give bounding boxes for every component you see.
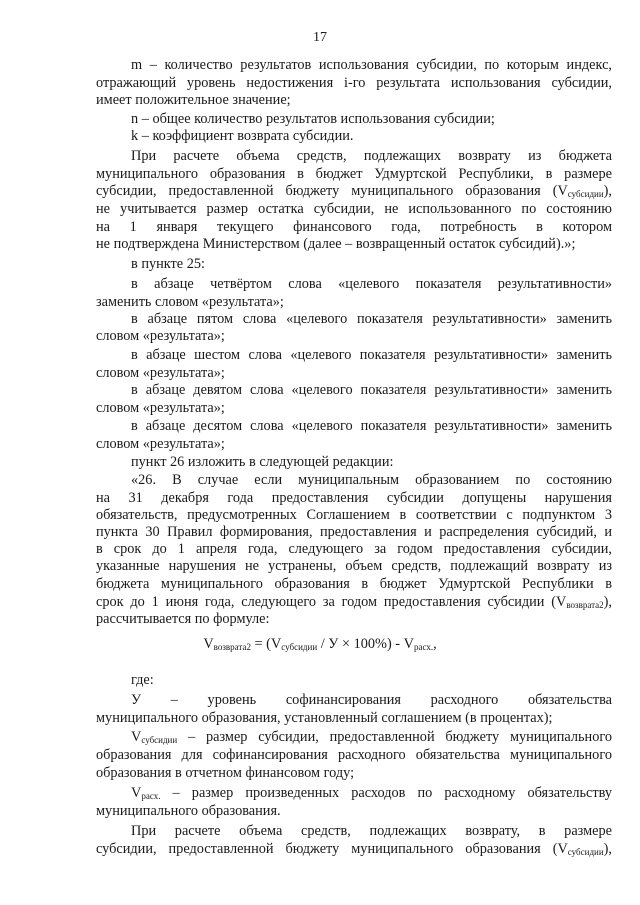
text-line-subscript: субсидии bbox=[141, 735, 178, 745]
text-line bbox=[131, 57, 612, 74]
formula bbox=[0, 636, 640, 653]
text-line-main: отражающий уровень недостижения i-го результата использования субсидии, bbox=[96, 75, 612, 91]
text-line-tail: – размер субсидии, предоставленной бюджету муниципального bbox=[177, 729, 612, 745]
text-line-main: «26. В случае если муниципальным образованием по состоянию bbox=[131, 472, 612, 488]
text-line bbox=[131, 672, 612, 689]
text-line bbox=[96, 841, 612, 858]
text-line bbox=[131, 111, 612, 128]
text-line bbox=[96, 747, 612, 764]
text-line-subscript: субсидии bbox=[567, 847, 604, 857]
text-line bbox=[131, 148, 612, 165]
text-line-main: срок до 1 июня года, следующего за годом предоставления субсидии (V bbox=[96, 594, 567, 610]
text-line bbox=[131, 256, 612, 273]
text-line bbox=[96, 166, 612, 183]
text-line bbox=[96, 558, 612, 575]
text-line-main: словом «результата»; bbox=[96, 400, 225, 416]
text-line-main: указанные нарушения не устранены, объем средств, подлежащий возврату из bbox=[96, 558, 612, 574]
formula-text: / У × 100%) - V bbox=[317, 636, 414, 652]
text-line bbox=[96, 294, 612, 311]
text-line bbox=[131, 472, 612, 489]
text-line bbox=[96, 92, 612, 109]
text-line-main: V bbox=[131, 785, 142, 801]
text-line bbox=[131, 311, 612, 328]
text-line-main: заменить словом «результата»; bbox=[96, 294, 284, 310]
text-line bbox=[131, 347, 612, 364]
text-line-main: словом «результата»; bbox=[96, 436, 225, 452]
text-line-main: в пункте 25: bbox=[131, 256, 205, 272]
text-line-main: в абзаце десятом слова «целевого показателя результативности» заменить bbox=[131, 418, 612, 434]
text-line-main: на 1 января текущего финансового года, потребность в котором bbox=[96, 219, 612, 235]
text-line-main: пункт 26 изложить в следующей редакции: bbox=[131, 454, 394, 470]
text-line bbox=[131, 823, 612, 840]
formula-text: V bbox=[203, 636, 214, 652]
text-line bbox=[131, 785, 612, 802]
text-line-main: пункта 30 Правил формирования, предоставления и распределения субсидий, и bbox=[96, 524, 612, 540]
text-line bbox=[96, 541, 612, 558]
text-line bbox=[96, 328, 612, 345]
text-line-main: При расчете объема средств, подлежащих возврату из бюджета bbox=[131, 148, 612, 164]
formula-subscript: возврата2 bbox=[213, 642, 251, 652]
text-line bbox=[96, 765, 612, 782]
text-line bbox=[96, 236, 612, 253]
formula-text: = (V bbox=[250, 636, 282, 652]
text-line-main: субсидии, предоставленной бюджету муниципального образования (V bbox=[96, 841, 568, 857]
text-line-main: не учитывается размер остатка субсидии, не использованного по состоянию bbox=[96, 201, 612, 217]
page-number: 17 bbox=[313, 30, 327, 45]
text-line bbox=[96, 803, 612, 820]
text-line-main: образования в отчетном финансовом году; bbox=[96, 765, 355, 781]
text-line bbox=[96, 490, 612, 507]
text-line-main: рассчитывается по формуле: bbox=[96, 611, 270, 627]
text-line-tail: ), bbox=[603, 841, 612, 857]
text-line bbox=[96, 365, 612, 382]
text-line-main: m – количество результатов использования субсидии, по которым индекс, bbox=[131, 57, 612, 73]
text-line-main: словом «результата»; bbox=[96, 328, 225, 344]
text-line-main: где: bbox=[131, 672, 154, 688]
text-line-main: При расчете объема средств, подлежащих возврату, в размере bbox=[131, 823, 612, 839]
text-line-main: в абзаце четвёртом слова «целевого показателя результативности» bbox=[131, 276, 612, 292]
text-line bbox=[96, 507, 612, 524]
text-line-main: образования для софинансирования расходного обязательства муниципального bbox=[96, 747, 612, 763]
text-line bbox=[131, 454, 612, 471]
text-line-main: словом «результата»; bbox=[96, 365, 225, 381]
text-line bbox=[96, 594, 612, 611]
text-line bbox=[96, 201, 612, 218]
text-line-main: V bbox=[131, 729, 142, 745]
text-line bbox=[96, 400, 612, 417]
text-line-main: в абзаце шестом слова «целевого показателя результативности» заменить bbox=[131, 347, 612, 363]
text-line-main: на 31 декабря года предоставления субсидии допущены нарушения bbox=[96, 490, 612, 506]
formula-subscript: субсидии bbox=[281, 642, 318, 652]
text-line bbox=[131, 418, 612, 435]
text-line-main: муниципального образования, установленный соглашением (в процентах); bbox=[96, 710, 553, 726]
text-line bbox=[96, 183, 612, 200]
text-line-main: бюджета муниципального образования в бюджет Удмуртской Республики в bbox=[96, 576, 612, 592]
text-line bbox=[96, 576, 612, 593]
text-line bbox=[131, 729, 612, 746]
text-line bbox=[96, 219, 612, 236]
text-line-main: k – коэффициент возврата субсидии. bbox=[131, 128, 354, 144]
formula-subscript: расх. bbox=[413, 642, 434, 652]
text-line bbox=[131, 382, 612, 399]
formula-text: , bbox=[433, 636, 437, 652]
text-line-main: n – общее количество результатов использования субсидии; bbox=[131, 111, 495, 127]
text-line-main: в абзаце девятом слова «целевого показателя результативности» заменить bbox=[131, 382, 612, 398]
text-line-main: обязательств, предусмотренных Соглашением в соответствии с подпунктом 3 bbox=[96, 507, 612, 523]
text-line-main: муниципального образования в бюджет Удмуртской Республики, в размере bbox=[96, 166, 612, 182]
text-line-main: У – уровень софинансирования расходного обязательства bbox=[131, 692, 612, 708]
text-line bbox=[96, 611, 612, 628]
text-line-main: не подтверждена Министерством (далее – возвращенный остаток субсидий).»; bbox=[96, 236, 576, 252]
text-line bbox=[131, 128, 612, 145]
text-line bbox=[96, 524, 612, 541]
text-line-main: в срок до 1 апреля года, следующего за годом предоставления субсидии, bbox=[96, 541, 612, 557]
text-line-tail: ), bbox=[603, 594, 612, 610]
text-line bbox=[131, 692, 612, 709]
text-line bbox=[96, 436, 612, 453]
text-line-main: субсидии, предоставленной бюджету муниципального образования (V bbox=[96, 183, 568, 199]
text-line-subscript: возврата2 bbox=[566, 600, 604, 610]
text-line bbox=[131, 276, 612, 293]
text-line-subscript: субсидии bbox=[567, 189, 604, 199]
text-line-tail: – размер произведенных расходов по расходному обязательству bbox=[160, 785, 612, 801]
text-line-main: имеет положительное значение; bbox=[96, 92, 291, 108]
text-line-main: муниципального образования. bbox=[96, 803, 281, 819]
text-line-subscript: расх. bbox=[141, 791, 161, 801]
text-line-main: в абзаце пятом слова «целевого показателя результативности» заменить bbox=[131, 311, 612, 327]
text-line bbox=[96, 75, 612, 92]
text-line bbox=[96, 710, 612, 727]
text-line-tail: ), bbox=[603, 183, 612, 199]
